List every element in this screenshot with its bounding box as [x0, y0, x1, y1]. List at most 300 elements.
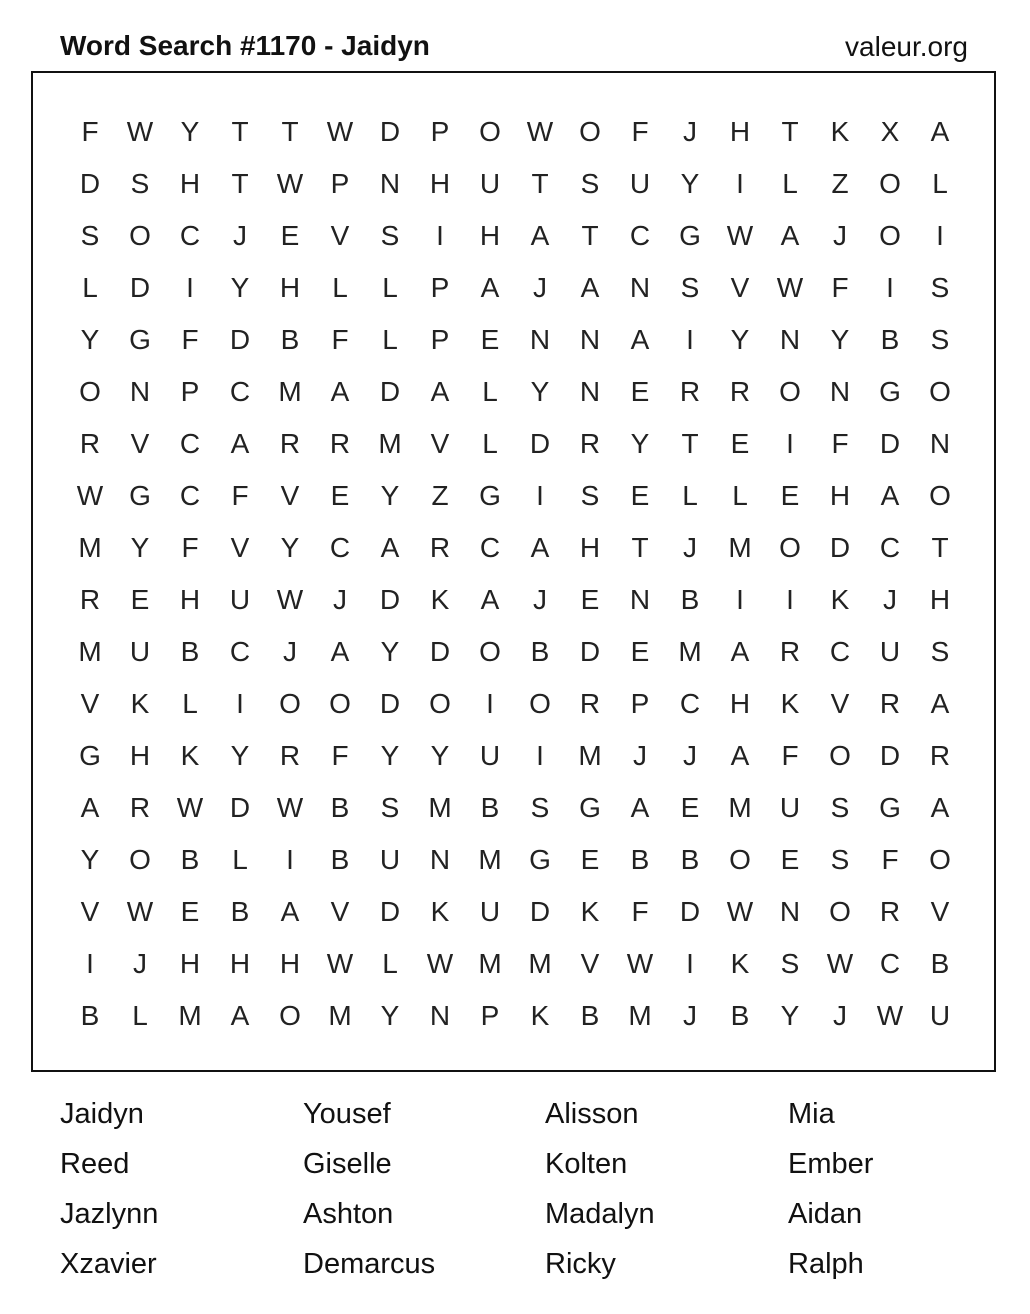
grid-letter[interactable]: F — [781, 740, 799, 771]
grid-letter[interactable]: W — [276, 168, 304, 199]
grid-letter[interactable]: S — [830, 844, 850, 875]
grid-letter[interactable]: G — [79, 740, 101, 771]
grid-letter[interactable]: K — [580, 896, 600, 927]
grid-letter[interactable]: G — [129, 480, 151, 511]
grid-letter[interactable]: R — [279, 428, 301, 459]
grid-letter[interactable]: H — [129, 740, 151, 771]
grid-letter[interactable]: A — [730, 740, 750, 771]
grid-letter[interactable]: R — [579, 688, 601, 719]
grid-letter[interactable]: W — [526, 116, 554, 147]
grid-letter[interactable]: T — [231, 116, 249, 147]
grid-letter[interactable]: B — [330, 792, 350, 823]
grid-letter[interactable]: E — [780, 844, 800, 875]
grid-letter[interactable]: C — [179, 428, 201, 459]
grid-letter[interactable]: K — [430, 584, 450, 615]
grid-letter[interactable]: Y — [630, 428, 650, 459]
grid-letter[interactable]: W — [126, 896, 154, 927]
grid-letter[interactable]: U — [779, 792, 801, 823]
grid-letter[interactable]: J — [333, 584, 347, 615]
grid-letter[interactable]: N — [779, 324, 801, 355]
grid-letter[interactable]: F — [881, 844, 899, 875]
grid-letter[interactable]: B — [630, 844, 650, 875]
grid-letter[interactable]: E — [330, 480, 350, 511]
grid-letter[interactable]: I — [436, 220, 444, 251]
grid-letter[interactable]: I — [486, 688, 494, 719]
grid-letter[interactable]: A — [230, 1000, 250, 1031]
grid-letter[interactable]: B — [930, 948, 950, 979]
grid-letter[interactable]: M — [78, 532, 102, 563]
grid-letter[interactable]: M — [428, 792, 452, 823]
grid-letter[interactable]: T — [231, 168, 249, 199]
grid-letter[interactable]: M — [578, 740, 602, 771]
grid-letter[interactable]: W — [726, 220, 754, 251]
grid-letter[interactable]: B — [680, 584, 700, 615]
grid-letter[interactable]: V — [430, 428, 450, 459]
grid-letter[interactable]: T — [631, 532, 649, 563]
grid-letter[interactable]: D — [229, 324, 251, 355]
grid-letter[interactable]: O — [479, 636, 501, 667]
grid-letter[interactable]: R — [679, 376, 701, 407]
grid-letter[interactable]: F — [231, 480, 249, 511]
grid-letter[interactable]: N — [779, 896, 801, 927]
grid-letter[interactable]: W — [776, 272, 804, 303]
grid-letter[interactable]: H — [479, 220, 501, 251]
grid-letter[interactable]: V — [330, 896, 350, 927]
grid-letter[interactable]: O — [579, 116, 601, 147]
grid-letter[interactable]: L — [732, 480, 748, 511]
grid-letter[interactable]: J — [883, 584, 897, 615]
grid-letter[interactable]: R — [729, 376, 751, 407]
grid-letter[interactable]: N — [929, 428, 951, 459]
grid-letter[interactable]: B — [580, 1000, 600, 1031]
grid-letter[interactable]: A — [330, 376, 350, 407]
grid-letter[interactable]: L — [382, 324, 398, 355]
grid-letter[interactable]: E — [780, 480, 800, 511]
grid-letter[interactable]: F — [331, 324, 349, 355]
grid-letter[interactable]: V — [580, 948, 600, 979]
grid-letter[interactable]: O — [429, 688, 451, 719]
grid-letter[interactable]: Y — [530, 376, 550, 407]
grid-letter[interactable]: Y — [830, 324, 850, 355]
grid-letter[interactable]: D — [429, 636, 451, 667]
grid-letter[interactable]: A — [730, 636, 750, 667]
grid-letter[interactable]: A — [80, 792, 100, 823]
grid-letter[interactable]: U — [929, 1000, 951, 1031]
grid-letter[interactable]: N — [429, 844, 451, 875]
grid-letter[interactable]: I — [186, 272, 194, 303]
grid-letter[interactable]: N — [629, 272, 651, 303]
grid-letter[interactable]: M — [78, 636, 102, 667]
grid-letter[interactable]: O — [529, 688, 551, 719]
grid-letter[interactable]: O — [929, 844, 951, 875]
grid-letter[interactable]: C — [229, 376, 251, 407]
grid-letter[interactable]: E — [630, 480, 650, 511]
grid-letter[interactable]: Y — [430, 740, 450, 771]
grid-letter[interactable]: O — [779, 376, 801, 407]
grid-letter[interactable]: A — [280, 896, 300, 927]
grid-letter[interactable]: Y — [380, 1000, 400, 1031]
grid-letter[interactable]: M — [528, 948, 552, 979]
grid-letter[interactable]: E — [630, 376, 650, 407]
grid-letter[interactable]: P — [330, 168, 350, 199]
grid-letter[interactable]: O — [829, 740, 851, 771]
grid-letter[interactable]: K — [180, 740, 200, 771]
grid-letter[interactable]: F — [181, 324, 199, 355]
grid-letter[interactable]: Y — [130, 532, 150, 563]
grid-letter[interactable]: I — [236, 688, 244, 719]
grid-letter[interactable]: Y — [380, 480, 400, 511]
grid-letter[interactable]: H — [179, 584, 201, 615]
grid-letter[interactable]: V — [330, 220, 350, 251]
grid-letter[interactable]: U — [379, 844, 401, 875]
grid-letter[interactable]: W — [326, 948, 354, 979]
grid-letter[interactable]: C — [879, 948, 901, 979]
grid-letter[interactable]: L — [932, 168, 948, 199]
grid-letter[interactable]: J — [683, 740, 697, 771]
grid-letter[interactable]: C — [879, 532, 901, 563]
grid-letter[interactable]: P — [630, 688, 650, 719]
grid-letter[interactable]: E — [580, 844, 600, 875]
grid-letter[interactable]: C — [329, 532, 351, 563]
grid-letter[interactable]: D — [879, 740, 901, 771]
grid-letter[interactable]: I — [686, 324, 694, 355]
grid-letter[interactable]: Y — [280, 532, 300, 563]
grid-letter[interactable]: O — [329, 688, 351, 719]
grid-letter[interactable]: G — [879, 376, 901, 407]
grid-letter[interactable]: A — [530, 532, 550, 563]
grid-letter[interactable]: V — [280, 480, 300, 511]
grid-letter[interactable]: U — [229, 584, 251, 615]
grid-letter[interactable]: L — [482, 376, 498, 407]
grid-letter[interactable]: N — [579, 324, 601, 355]
grid-letter[interactable]: G — [529, 844, 551, 875]
grid-letter[interactable]: K — [830, 116, 850, 147]
grid-letter[interactable]: X — [880, 116, 900, 147]
grid-letter[interactable]: A — [780, 220, 800, 251]
grid-letter[interactable]: G — [479, 480, 501, 511]
grid-letter[interactable]: L — [382, 272, 398, 303]
grid-letter[interactable]: A — [580, 272, 600, 303]
grid-letter[interactable]: O — [129, 220, 151, 251]
grid-letter[interactable]: V — [130, 428, 150, 459]
grid-letter[interactable]: B — [280, 324, 300, 355]
grid-letter[interactable]: D — [529, 428, 551, 459]
grid-letter[interactable]: U — [479, 740, 501, 771]
grid-letter[interactable]: J — [683, 1000, 697, 1031]
grid-letter[interactable]: N — [829, 376, 851, 407]
grid-letter[interactable]: D — [79, 168, 101, 199]
grid-letter[interactable]: A — [480, 272, 500, 303]
grid-letter[interactable]: D — [829, 532, 851, 563]
grid-letter[interactable]: D — [229, 792, 251, 823]
grid-letter[interactable]: A — [230, 428, 250, 459]
grid-letter[interactable]: E — [580, 584, 600, 615]
grid-letter[interactable]: U — [479, 896, 501, 927]
grid-letter[interactable]: P — [430, 116, 450, 147]
grid-letter[interactable]: W — [126, 116, 154, 147]
grid-letter[interactable]: I — [86, 948, 94, 979]
grid-letter[interactable]: V — [80, 688, 100, 719]
grid-letter[interactable]: W — [626, 948, 654, 979]
grid-letter[interactable]: M — [278, 376, 302, 407]
grid-letter[interactable]: P — [430, 272, 450, 303]
grid-letter[interactable]: S — [930, 636, 950, 667]
grid-letter[interactable]: J — [283, 636, 297, 667]
grid-letter[interactable]: E — [480, 324, 500, 355]
grid-letter[interactable]: I — [536, 740, 544, 771]
grid-letter[interactable]: A — [630, 792, 650, 823]
grid-letter[interactable]: D — [679, 896, 701, 927]
grid-letter[interactable]: H — [229, 948, 251, 979]
grid-letter[interactable]: K — [130, 688, 150, 719]
grid-letter[interactable]: O — [729, 844, 751, 875]
grid-letter[interactable]: H — [429, 168, 451, 199]
grid-letter[interactable]: K — [430, 896, 450, 927]
grid-letter[interactable]: N — [379, 168, 401, 199]
grid-letter[interactable]: H — [929, 584, 951, 615]
grid-letter[interactable]: V — [930, 896, 950, 927]
grid-letter[interactable]: C — [179, 480, 201, 511]
grid-letter[interactable]: M — [728, 792, 752, 823]
grid-letter[interactable]: R — [279, 740, 301, 771]
grid-letter[interactable]: S — [380, 792, 400, 823]
grid-letter[interactable]: R — [329, 428, 351, 459]
grid-letter[interactable]: T — [931, 532, 949, 563]
grid-letter[interactable]: S — [80, 220, 100, 251]
grid-letter[interactable]: O — [779, 532, 801, 563]
grid-letter[interactable]: I — [736, 584, 744, 615]
grid-letter[interactable]: R — [79, 584, 101, 615]
grid-letter[interactable]: L — [332, 272, 348, 303]
grid-letter[interactable]: M — [378, 428, 402, 459]
grid-letter[interactable]: W — [176, 792, 204, 823]
grid-letter[interactable]: D — [379, 584, 401, 615]
grid-letter[interactable]: Y — [80, 844, 100, 875]
grid-letter[interactable]: H — [729, 116, 751, 147]
grid-letter[interactable]: A — [330, 636, 350, 667]
grid-letter[interactable]: S — [930, 324, 950, 355]
grid-letter[interactable]: C — [679, 688, 701, 719]
grid-letter[interactable]: J — [533, 272, 547, 303]
grid-letter[interactable]: F — [631, 896, 649, 927]
grid-letter[interactable]: L — [182, 688, 198, 719]
grid-letter[interactable]: M — [478, 948, 502, 979]
grid-letter[interactable]: B — [530, 636, 550, 667]
grid-letter[interactable]: F — [331, 740, 349, 771]
grid-letter[interactable]: U — [879, 636, 901, 667]
grid-letter[interactable]: J — [133, 948, 147, 979]
grid-letter[interactable]: P — [180, 376, 200, 407]
grid-letter[interactable]: P — [480, 1000, 500, 1031]
grid-letter[interactable]: M — [178, 1000, 202, 1031]
grid-letter[interactable]: G — [579, 792, 601, 823]
grid-letter[interactable]: S — [380, 220, 400, 251]
grid-letter[interactable]: O — [479, 116, 501, 147]
grid-letter[interactable]: T — [681, 428, 699, 459]
grid-letter[interactable]: D — [879, 428, 901, 459]
grid-letter[interactable]: M — [728, 532, 752, 563]
grid-letter[interactable]: V — [80, 896, 100, 927]
grid-letter[interactable]: G — [679, 220, 701, 251]
grid-letter[interactable]: Y — [180, 116, 200, 147]
grid-letter[interactable]: E — [630, 636, 650, 667]
grid-letter[interactable]: T — [781, 116, 799, 147]
grid-letter[interactable]: P — [430, 324, 450, 355]
grid-letter[interactable]: J — [683, 116, 697, 147]
grid-letter[interactable]: L — [82, 272, 98, 303]
grid-letter[interactable]: H — [579, 532, 601, 563]
grid-letter[interactable]: O — [879, 220, 901, 251]
grid-letter[interactable]: O — [79, 376, 101, 407]
grid-letter[interactable]: C — [629, 220, 651, 251]
grid-letter[interactable]: R — [579, 428, 601, 459]
grid-letter[interactable]: H — [829, 480, 851, 511]
grid-letter[interactable]: H — [279, 272, 301, 303]
grid-letter[interactable]: O — [279, 1000, 301, 1031]
grid-letter[interactable]: G — [879, 792, 901, 823]
grid-letter[interactable]: Y — [80, 324, 100, 355]
grid-letter[interactable]: I — [736, 168, 744, 199]
grid-letter[interactable]: R — [879, 896, 901, 927]
grid-letter[interactable]: W — [426, 948, 454, 979]
grid-letter[interactable]: W — [276, 584, 304, 615]
grid-letter[interactable]: J — [633, 740, 647, 771]
grid-letter[interactable]: R — [929, 740, 951, 771]
grid-letter[interactable]: Y — [380, 636, 400, 667]
grid-letter[interactable]: I — [286, 844, 294, 875]
grid-letter[interactable]: J — [833, 1000, 847, 1031]
grid-letter[interactable]: J — [683, 532, 697, 563]
grid-letter[interactable]: B — [880, 324, 900, 355]
grid-letter[interactable]: I — [786, 584, 794, 615]
grid-letter[interactable]: B — [230, 896, 250, 927]
grid-letter[interactable]: E — [280, 220, 300, 251]
grid-letter[interactable]: D — [579, 636, 601, 667]
grid-letter[interactable]: B — [680, 844, 700, 875]
grid-letter[interactable]: H — [729, 688, 751, 719]
grid-letter[interactable]: E — [730, 428, 750, 459]
grid-letter[interactable]: A — [630, 324, 650, 355]
grid-letter[interactable]: W — [826, 948, 854, 979]
grid-letter[interactable]: K — [530, 1000, 550, 1031]
grid-letter[interactable]: D — [379, 896, 401, 927]
grid-letter[interactable]: D — [379, 376, 401, 407]
grid-letter[interactable]: S — [580, 168, 600, 199]
grid-letter[interactable]: R — [79, 428, 101, 459]
grid-letter[interactable]: E — [180, 896, 200, 927]
grid-letter[interactable]: I — [886, 272, 894, 303]
grid-letter[interactable]: B — [180, 844, 200, 875]
grid-letter[interactable]: W — [76, 480, 104, 511]
grid-letter[interactable]: U — [629, 168, 651, 199]
grid-letter[interactable]: F — [831, 428, 849, 459]
grid-letter[interactable]: W — [876, 1000, 904, 1031]
grid-letter[interactable]: A — [480, 584, 500, 615]
grid-letter[interactable]: F — [81, 116, 99, 147]
grid-letter[interactable]: E — [130, 584, 150, 615]
grid-letter[interactable]: F — [831, 272, 849, 303]
grid-letter[interactable]: R — [129, 792, 151, 823]
grid-letter[interactable]: J — [833, 220, 847, 251]
grid-letter[interactable]: A — [880, 480, 900, 511]
grid-letter[interactable]: C — [829, 636, 851, 667]
grid-letter[interactable]: N — [579, 376, 601, 407]
grid-letter[interactable]: H — [179, 168, 201, 199]
grid-letter[interactable]: L — [382, 948, 398, 979]
grid-letter[interactable]: R — [879, 688, 901, 719]
grid-letter[interactable]: M — [628, 1000, 652, 1031]
grid-letter[interactable]: V — [230, 532, 250, 563]
grid-letter[interactable]: A — [930, 688, 950, 719]
grid-letter[interactable]: J — [533, 584, 547, 615]
grid-letter[interactable]: I — [686, 948, 694, 979]
grid-letter[interactable]: A — [930, 116, 950, 147]
grid-letter[interactable]: G — [129, 324, 151, 355]
grid-letter[interactable]: U — [479, 168, 501, 199]
grid-letter[interactable]: R — [429, 532, 451, 563]
grid-letter[interactable]: O — [929, 480, 951, 511]
grid-letter[interactable]: W — [326, 116, 354, 147]
grid-letter[interactable]: W — [726, 896, 754, 927]
grid-letter[interactable]: D — [529, 896, 551, 927]
grid-letter[interactable]: M — [678, 636, 702, 667]
grid-letter[interactable]: B — [480, 792, 500, 823]
grid-letter[interactable]: F — [631, 116, 649, 147]
grid-letter[interactable]: K — [780, 688, 800, 719]
grid-letter[interactable]: C — [479, 532, 501, 563]
grid-letter[interactable]: T — [531, 168, 549, 199]
grid-letter[interactable]: C — [229, 636, 251, 667]
grid-letter[interactable]: I — [786, 428, 794, 459]
grid-letter[interactable]: Z — [431, 480, 449, 511]
grid-letter[interactable]: B — [80, 1000, 100, 1031]
grid-letter[interactable]: U — [129, 636, 151, 667]
grid-letter[interactable]: O — [279, 688, 301, 719]
grid-letter[interactable]: W — [276, 792, 304, 823]
grid-letter[interactable]: Y — [730, 324, 750, 355]
grid-letter[interactable]: F — [181, 532, 199, 563]
grid-letter[interactable]: Y — [780, 1000, 800, 1031]
grid-letter[interactable]: D — [129, 272, 151, 303]
grid-letter[interactable]: J — [233, 220, 247, 251]
grid-letter[interactable]: H — [179, 948, 201, 979]
grid-letter[interactable]: C — [179, 220, 201, 251]
grid-letter[interactable]: S — [830, 792, 850, 823]
grid-letter[interactable]: M — [328, 1000, 352, 1031]
grid-letter[interactable]: S — [780, 948, 800, 979]
grid-letter[interactable]: S — [530, 792, 550, 823]
grid-letter[interactable]: Y — [680, 168, 700, 199]
grid-letter[interactable]: Y — [230, 272, 250, 303]
grid-letter[interactable]: Y — [380, 740, 400, 771]
grid-letter[interactable]: O — [129, 844, 151, 875]
grid-letter[interactable]: V — [830, 688, 850, 719]
grid-letter[interactable]: R — [779, 636, 801, 667]
grid-letter[interactable]: N — [129, 376, 151, 407]
grid-letter[interactable]: A — [380, 532, 400, 563]
grid-letter[interactable]: S — [130, 168, 150, 199]
grid-letter[interactable]: N — [529, 324, 551, 355]
grid-letter[interactable]: O — [929, 376, 951, 407]
grid-letter[interactable]: K — [730, 948, 750, 979]
grid-letter[interactable]: S — [680, 272, 700, 303]
grid-letter[interactable]: A — [530, 220, 550, 251]
grid-letter[interactable]: S — [580, 480, 600, 511]
grid-letter[interactable]: L — [782, 168, 798, 199]
grid-letter[interactable]: H — [279, 948, 301, 979]
grid-letter[interactable]: K — [830, 584, 850, 615]
grid-letter[interactable]: E — [680, 792, 700, 823]
